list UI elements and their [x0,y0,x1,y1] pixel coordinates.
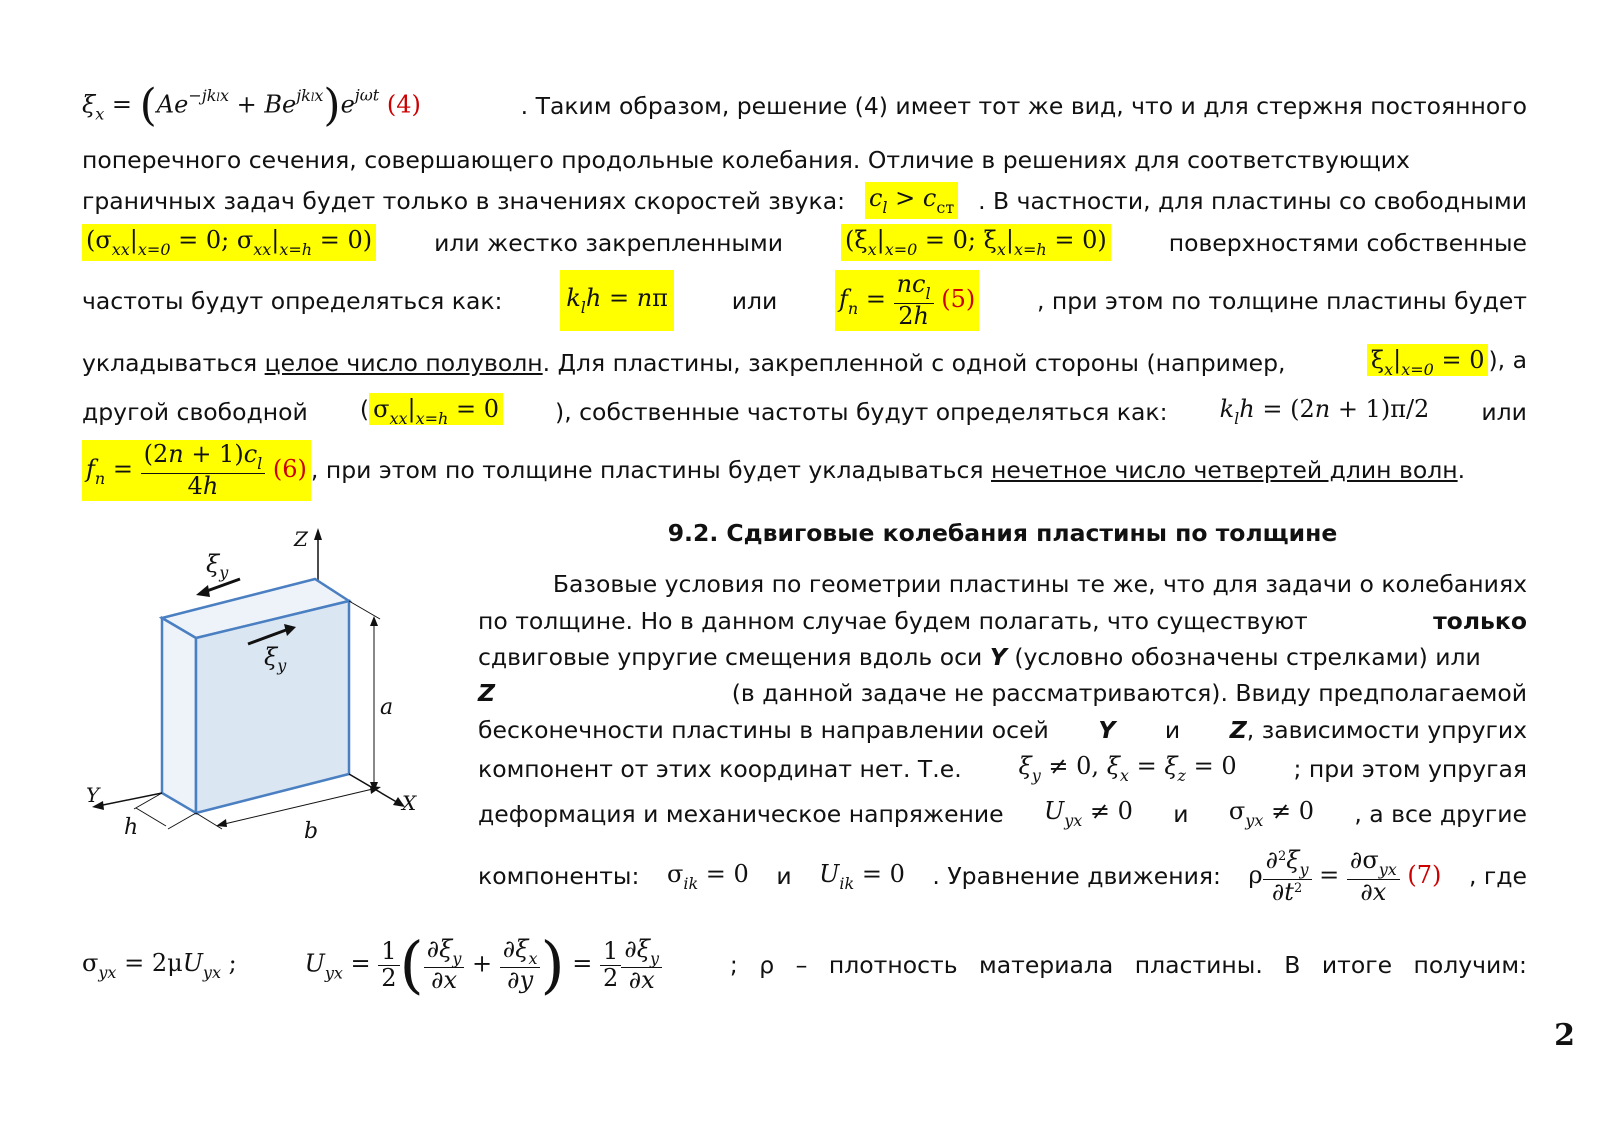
clamped-surface-condition: ($\xi_x|_{x=0} = 0$; $\xi_x|_{x=h} = 0$) [841,224,1111,261]
half-waves-phrase: целое число полуволн [264,348,543,377]
shear-label-top-xi: ξ [206,550,220,578]
line-5-text-a: частоты будут определяться как: [82,286,503,315]
section-line-7 [478,797,1527,830]
stress-strain-relation: $\sigma_{yx} = 2\mu U_{yx}$ ; [82,948,237,982]
section-line-5-and: и [1164,716,1181,744]
dim-b-arrow-left [216,819,227,827]
strain-definition: $U_{yx}$ = $\frac{1}{2}$ ( $\frac{\partial\xi_y}{\partial x}$ + $\frac{\partial\xi_x}{\partial y}$ ) = $\frac{1}{2}$ $\frac{\partial\xi_y}{\partial x}$ [305,934,662,996]
line-5-text-b: , при этом по толщине пластины будет [1036,286,1527,315]
line-7-or: или [1481,397,1527,426]
equation-4: $\xi_x = (Ae^{-jklx} + Be^{jklx})e^{j\omega t}$ (4) [82,80,421,131]
line-4 [82,224,1527,261]
line-7-text-a: другой свободной [82,397,308,426]
stress-nonzero: $\sigma_{yx} \ne 0$ [1228,797,1314,830]
line-7 [82,395,1527,428]
line-1 [82,80,1527,131]
section-line-2-bold: только [1433,607,1527,635]
equation-6-label: (6) [272,454,307,483]
shear-label-front-sub: y [277,656,287,675]
quarter-waves-phrase: нечетное число четвертей длин волн [991,456,1458,485]
line-2 [82,146,1527,174]
equation-4-label: (4) [386,90,421,119]
section-line-2-text: по толщине. Но в данном случае будем полагать, что существуют [478,607,1308,635]
line-8 [82,440,1527,501]
dim-b-label: b [304,819,319,844]
line-8-text-b: . [1457,456,1466,485]
line-3-text-b: . В частности, для пластины со свободными [978,186,1527,215]
stress-zero: $\sigma_{ik} = 0$ [666,859,749,893]
line-6-end [1367,346,1527,379]
equation-6: $f_n$ = $\frac{(2n + 1)c_l}{4h}$ (6) [82,440,311,501]
section-heading: 9.2. Сдвиговые колебания пластины по толщине [667,519,1338,547]
section-line-6 [478,752,1527,785]
line-3 [82,182,1527,219]
line-5-or: или [731,286,778,315]
dim-b-arrow-right [370,786,381,794]
axis-z-bold: Z [478,679,496,707]
section-line-2 [478,607,1527,635]
shear-arrow-top-head [196,585,210,597]
line-4-text-a: или жестко закрепленными [434,228,783,257]
line-6-b: . Для пластины, закрепленной с одной стороны (например, [542,348,1286,377]
section-line-6-text-b: ; при этом упругая [1293,754,1527,783]
equation-5-label: (5) [941,284,976,313]
equation-klh: $k_lh = n\pi$ [560,270,674,331]
axis-y-bold-2: Y [1098,716,1116,744]
shear-label-top [206,550,229,582]
fixed-side-condition: $\xi_x|_{x=0} = 0$ [1367,344,1489,376]
strain-zero: $U_{ik} = 0$ [819,859,905,893]
z-axis-arrowhead [314,528,322,540]
section-line-8-text-c: , где [1468,862,1527,891]
section-line-3 [478,643,1527,671]
dim-a-tick-top [349,601,380,619]
section-line-3-text-b: (условно обозначены стрелками) или [1014,643,1481,671]
line-6-a: укладываться [82,348,258,377]
plate-diagram [82,520,442,850]
section-line-5 [478,716,1527,744]
axis-z-bold-2: Z [1229,716,1247,744]
line-6-text [82,349,1286,377]
free-side-condition: $\sigma_{xx}|_{x=h} = 0$ [369,393,503,425]
dim-h-line [136,808,166,826]
section-line-6-text-a: компонент от этих координат нет. Т.е. [478,754,962,783]
last-line [82,928,1527,1001]
z-axis-label: Z [294,527,308,551]
dim-h-label: h [124,815,139,840]
section-line-8-and: и [776,862,792,891]
line-7-text-b: ), собственные частоты будут определяться как: [555,397,1168,426]
section-line-5-text-b: , зависимости упругих [1246,716,1527,744]
page-number: 2 [1554,1018,1575,1053]
x-axis-label: X [402,791,417,815]
sound-speed-condition: $c_l > c_{ст}$ [865,182,958,219]
last-line-text: ; ρ – плотность материала пластины. В итоге получим: [729,951,1527,979]
shear-label-front-xi: ξ [264,643,278,671]
line-2-text: поперечного сечения, совершающего продольные колебания. Отличие в решениях для соответствующих [82,146,1410,174]
line-5 [82,270,1527,331]
section-line-5-end [1230,716,1527,744]
section-line-1 [478,570,1527,598]
section-line-7-text-b: , а все другие [1354,799,1527,828]
section-line-8-text-b: . Уравнение движения: [932,862,1221,891]
section-line-8-text-a: компоненты: [478,862,640,891]
section-line-8 [478,848,1527,905]
section-line-7-and: и [1173,799,1189,828]
free-surface-condition: ($\sigma_{xx}|_{x=0} = 0$; $\sigma_{xx}|_{x=h} = 0$) [82,224,376,261]
displacement-condition: $\xi_y \ne 0$, $\xi_x = \xi_z = 0$ [1018,752,1237,785]
line-6 [82,346,1527,379]
line-6-c: ), а [1488,346,1527,374]
section-line-7-text-a: деформация и механическое напряжение [478,799,1004,828]
equation-klh-odd: $k_lh = (2n + 1)\pi/2$ [1219,395,1430,428]
line-8-text-a: , при этом по толщине пластины будет укладываться [310,456,984,485]
equation-5: $f_n$ = $\frac{nc_l}{2h}$ (5) [835,270,979,331]
dim-b-tick-left [196,813,222,829]
section-line-3-text-a: сдвиговые упругие смещения вдоль оси [478,643,983,671]
shear-label-top-sub: y [219,563,229,582]
dim-h-tick-right [168,813,196,829]
section-line-4 [478,679,1527,707]
line-4-text-b: поверхностями собственные [1168,228,1527,257]
section-line-4-text: (в данной задаче не рассматриваются). Ввиду предполагаемой [731,679,1527,707]
y-axis-label: Y [86,783,100,807]
plate-side-face [162,618,196,813]
line-1-text: . Таким образом, решение (4) имеет тот же вид, что и для стержня постоянного [520,92,1527,120]
plate-front-face [196,601,349,813]
equation-7: ρ $\frac{\partial^2\xi_y}{\partial t^2}$ = $\frac{\partial\sigma_{yx}}{\partial x}$ (7) [1248,846,1442,906]
section-line-5-text-a: бесконечности пластины в направлении осей [478,716,1049,744]
equation-7-label: (7) [1407,860,1442,889]
line-3-text-a: граничных задач будет только в значениях скоростей звука: [82,186,846,215]
y-axis [98,793,162,806]
line-7-middle: ( $\sigma_{xx}|_{x=h} = 0$ [360,395,503,428]
strain-nonzero: $U_{yx} \ne 0$ [1043,797,1133,830]
dim-a-label: a [380,695,394,720]
section-line-1-text: Базовые условия по геометрии пластины те же, что для задачи о колебаниях [552,570,1527,598]
axis-y-bold: Y [989,643,1007,671]
